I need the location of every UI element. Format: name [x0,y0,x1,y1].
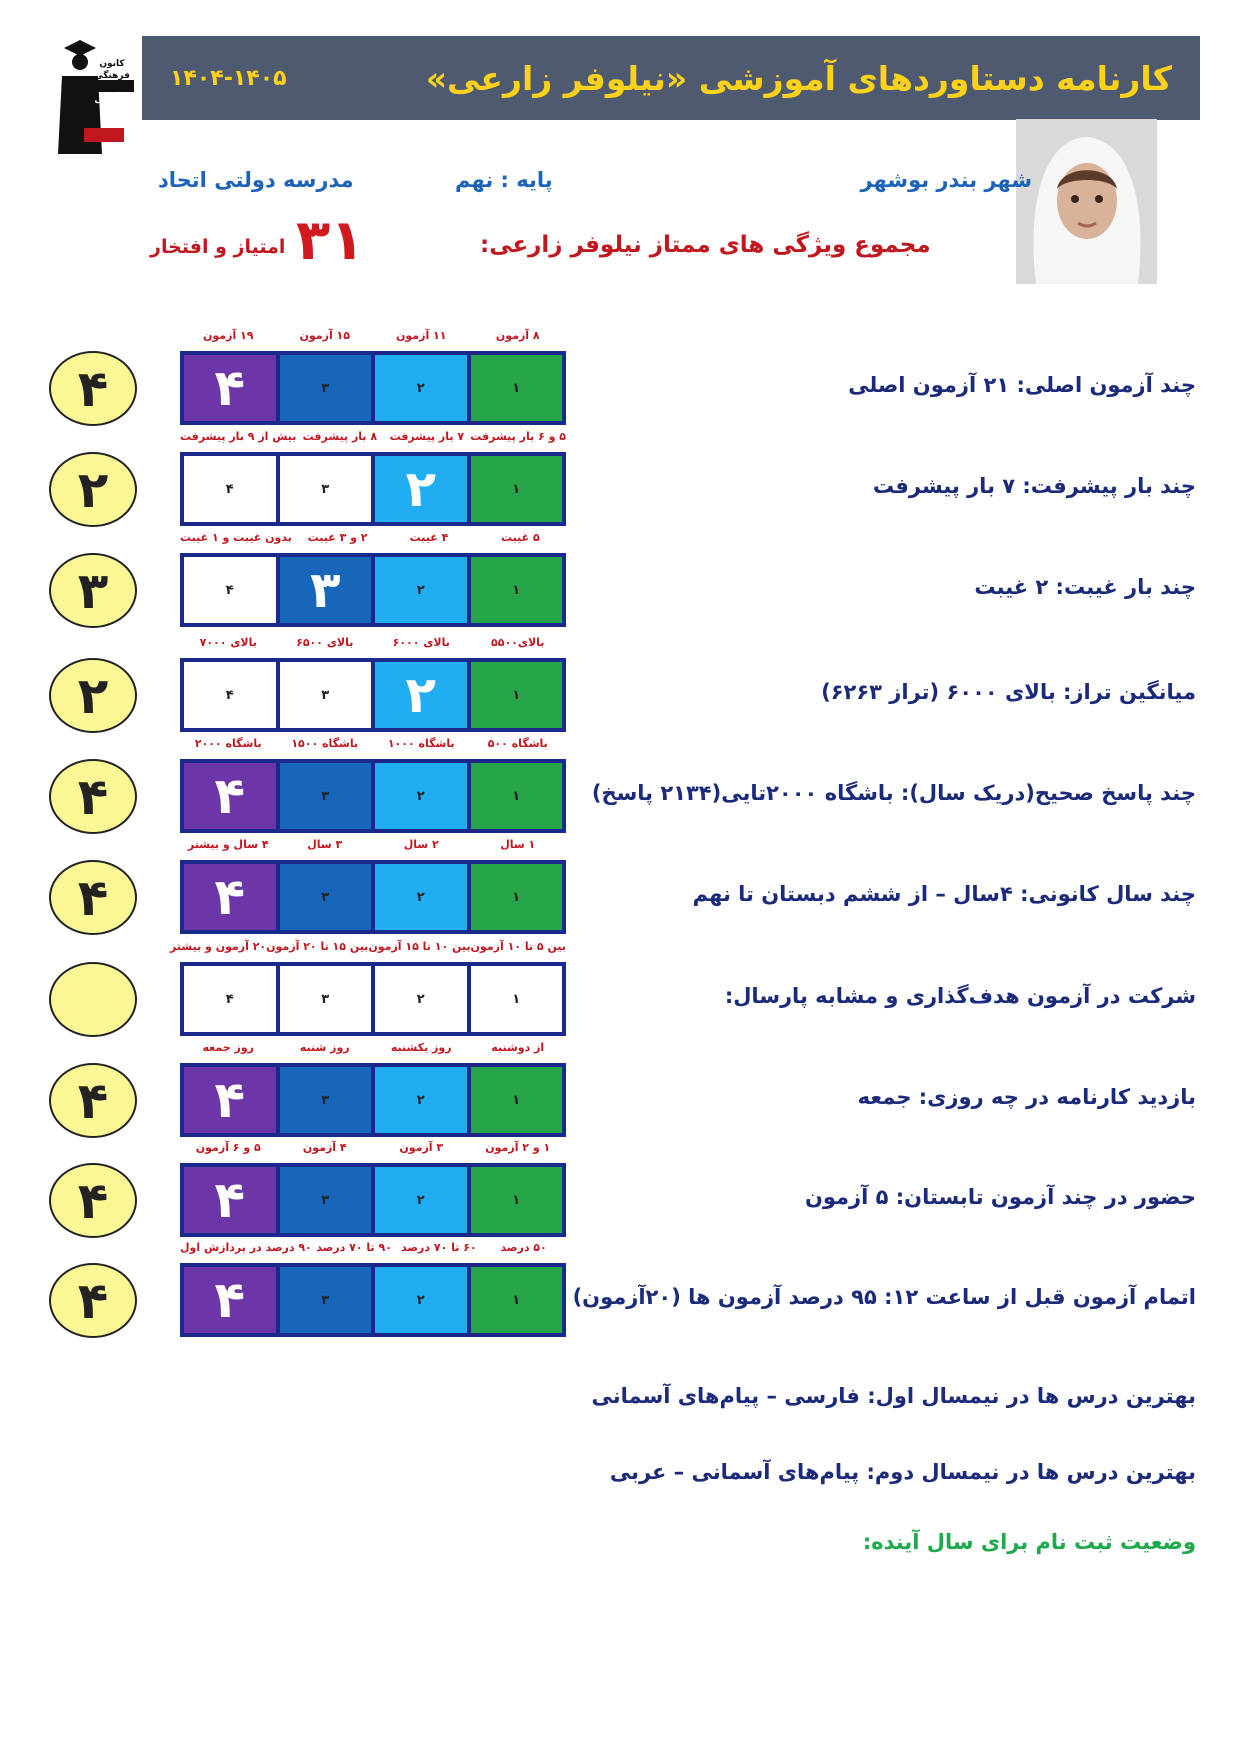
level-cell: ۲ [375,557,467,623]
level-caption: ۷ بار پیشرفت [389,430,465,443]
level-cell: ۱ [471,456,563,522]
row-score: ۳ [49,553,137,628]
logo-text: کانون فرهنگی آموزش قلم چی [94,59,130,105]
level-caption: ۴ آزمون [302,1141,347,1154]
row-captions [180,329,566,342]
level-caption: روز یکشنبه [390,1041,452,1054]
page-title: کارنامه دستاوردهای آموزشی «نیلوفر زارعی» [425,58,1172,98]
level-caption: ۹۰ درصد در پردازش اول [180,1241,312,1254]
row-label: چند سال کانونی: ۴سال – از ششم دبستان تا نهم [692,882,1196,906]
level-caption: ۳ سال [307,838,343,851]
level-caption: بدون غیبت و ۱ غیبت [180,531,292,544]
level-cell: ۴ [184,662,276,728]
row-captions [180,1041,566,1054]
level-cell: ۱ [471,662,563,728]
level-cell: ۱ [471,763,563,829]
row-score: ۴ [49,860,137,935]
level-cell: ۳ [280,966,372,1032]
level-cell: ۳ [280,557,372,623]
level-cell: ۴ [184,1067,276,1133]
level-cell: ۱ [471,1167,563,1233]
level-cell: ۴ [184,1167,276,1233]
academic-years: ۱۴۰۴-۱۴۰۵ [170,65,287,91]
level-grid [180,1163,566,1237]
level-grid [180,553,566,627]
row-captions [180,737,566,750]
row-score: ۴ [49,1163,137,1238]
best-lessons-second: بهترین درس ها در نیمسال دوم: پیام‌های آسمانی – عربی [609,1460,1196,1484]
level-caption: باشگاه ۱۰۰۰ [387,737,455,750]
row-score: ۴ [49,351,137,426]
grade-label: پایه : نهم [455,168,553,192]
best-lessons-first: بهترین درس ها در نیمسال اول: فارسی – پیام‌های آسمانی [591,1384,1196,1408]
row-label: میانگین تراز: بالای ۶۰۰۰ (تراز ۶۲۶۳) [821,680,1196,704]
level-cell: ۱ [471,864,563,930]
level-cell: ۱ [471,966,563,1032]
level-cell: ۳ [280,763,372,829]
level-cell: ۱ [471,557,563,623]
row-captions [180,1241,566,1254]
level-cell: ۴ [184,355,276,421]
level-cell: ۳ [280,355,372,421]
row-captions [180,1141,566,1154]
title-banner [142,36,1200,120]
row-score [49,962,137,1037]
level-caption: باشگاه ۱۵۰۰ [291,737,359,750]
level-cell: ۳ [280,456,372,522]
row-captions [180,636,566,649]
level-cell: ۲ [375,864,467,930]
level-cell: ۳ [280,1067,372,1133]
level-caption: ۵ غیبت [500,531,540,544]
row-label: شرکت در آزمون هدف‌گذاری و مشابه پارسال: [724,984,1196,1008]
school-label: مدرسه دولتی اتحاد [158,168,354,192]
level-caption: ۴ سال و بیشتر [187,838,269,851]
row-label: بازدید کارنامه در چه روزی: جمعه [857,1085,1196,1109]
level-caption: بین ۱۰ تا ۱۵ آزمون [368,940,471,953]
level-cell: ۳ [280,864,372,930]
level-cell: ۲ [375,763,467,829]
level-cell: ۴ [184,966,276,1032]
level-caption: بالای۵۵۰۰ [491,636,545,649]
level-cell: ۲ [375,456,467,522]
row-label: چند بار پیشرفت: ۷ بار پیشرفت [872,474,1196,498]
row-score: ۴ [49,759,137,834]
level-cell: ۱ [471,1267,563,1333]
row-label: اتمام آزمون قبل از ساعت ۱۲: ۹۵ درصد آزمون ها (۲۰آزمون) [572,1285,1196,1309]
logo [50,36,138,154]
level-caption: بین ۱۵ تا ۲۰ آزمون [266,940,369,953]
level-caption: بالای ۶۵۰۰ [296,636,354,649]
level-cell: ۲ [375,355,467,421]
level-caption: ۲ و ۳ غیبت [307,531,368,544]
level-cell: ۳ [280,1167,372,1233]
level-caption: ۱۹ آزمون [203,329,254,342]
level-grid [180,962,566,1036]
level-caption: ۲۰ آزمون و بیشتر [170,940,267,953]
level-cell: ۴ [184,557,276,623]
row-score: ۲ [49,452,137,527]
registration-status: وضعیت ثبت نام برای سال آینده: [862,1530,1196,1554]
level-caption: ۹۰ تا ۷۰ درصد [316,1241,392,1254]
level-caption: ۱۵ آزمون [299,329,350,342]
city-label: شهر بندر بوشهر [860,168,1032,192]
row-captions [180,430,566,443]
level-caption: ۵۰ درصد [500,1241,547,1254]
level-caption: روز شنبه [299,1041,350,1054]
level-grid [180,658,566,732]
level-cell: ۱ [471,355,563,421]
row-score: ۲ [49,658,137,733]
level-caption: بالای ۷۰۰۰ [199,636,257,649]
level-cell: ۳ [280,1267,372,1333]
level-caption: ۵ و ۶ بار پیشرفت [470,430,566,443]
level-cell: ۴ [184,864,276,930]
level-grid [180,1063,566,1137]
level-cell: ۲ [375,662,467,728]
row-label: حضور در چند آزمون تابستان: ۵ آزمون [804,1185,1196,1209]
level-cell: ۲ [375,1267,467,1333]
row-captions [180,838,566,851]
level-caption: ۲ سال [403,838,439,851]
level-cell: ۳ [280,662,372,728]
level-caption: از دوشنبه [491,1041,545,1054]
level-caption: بالای ۶۰۰۰ [392,636,450,649]
level-caption: ۶۰ تا ۷۰ درصد [401,1241,477,1254]
level-cell: ۴ [184,1267,276,1333]
level-caption: بیش از ۹ بار پیشرفت [180,430,297,443]
row-label: چند بار غیبت: ۲ غیبت [974,575,1196,599]
level-caption: باشگاه ۲۰۰۰ [194,737,262,750]
level-caption: روز جمعه [202,1041,254,1054]
row-captions [170,940,566,953]
level-grid [180,1263,566,1337]
score-caption: امتیاز و افتخار [150,236,286,258]
level-caption: ۸ بار پیشرفت [302,430,378,443]
level-caption: ۴ غیبت [409,531,449,544]
student-photo [1016,119,1157,284]
level-cell: ۴ [184,456,276,522]
level-grid [180,351,566,425]
level-caption: ۳ آزمون [399,1141,444,1154]
level-grid [180,759,566,833]
row-score: ۴ [49,1263,137,1338]
level-caption: ۱۱ آزمون [396,329,447,342]
level-caption: بین ۵ تا ۱۰ آزمون [470,940,566,953]
level-cell: ۱ [471,1067,563,1133]
row-captions [180,531,566,544]
level-cell: ۴ [184,763,276,829]
level-caption: ۱ سال [500,838,536,851]
level-caption: ۸ آزمون [495,329,540,342]
level-grid [180,452,566,526]
level-cell: ۲ [375,1167,467,1233]
level-grid [180,860,566,934]
level-caption: باشگاه ۵۰۰ [487,737,548,750]
features-label: مجموع ویژگی های ممتاز نیلوفر زارعی: [480,232,931,258]
level-caption: ۱ و ۲ آزمون [485,1141,551,1154]
level-caption: ۵ و ۶ آزمون [195,1141,261,1154]
row-label: چند پاسخ صحیح(دریک سال): باشگاه ۲۰۰۰تایی(۲۱۳۴ پاسخ) [591,781,1196,805]
level-cell: ۲ [375,1067,467,1133]
level-cell: ۲ [375,966,467,1032]
total-score: ۳۱ [296,208,365,273]
row-score: ۴ [49,1063,137,1138]
row-label: چند آزمون اصلی: ۲۱ آزمون اصلی [848,373,1196,397]
